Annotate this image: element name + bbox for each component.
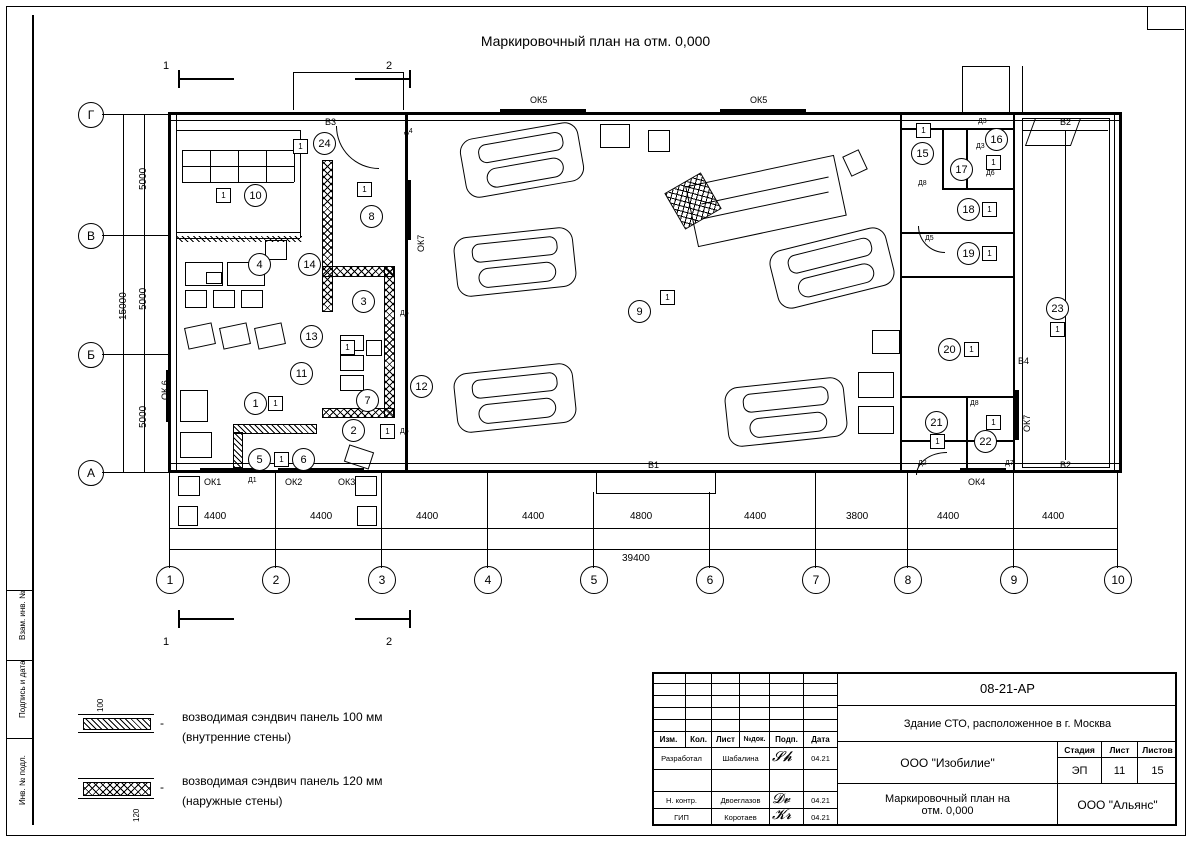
axis-gridline-9 xyxy=(1013,470,1014,568)
axis-bubble-3: 3 xyxy=(368,566,396,594)
axis-bubble-6: 6 xyxy=(696,566,724,594)
legend-label-120-line1: возводимая сэндвич панель 120 мм xyxy=(182,774,383,788)
section-mark-top-right: 2 xyxy=(386,60,393,72)
rev-blank-r2c3 xyxy=(712,684,740,696)
dim-h-2: 4400 xyxy=(310,511,333,522)
legend-label-120-line2: (наружные стены) xyxy=(182,794,283,808)
dim-h-5: 4800 xyxy=(630,511,653,522)
dim-vert-total: 15000 xyxy=(118,292,129,320)
room-tag-19: 1 xyxy=(982,246,997,261)
room-tag-22: 1 xyxy=(986,415,1001,430)
room-tag-15: 1 xyxy=(916,123,931,138)
tb-object: Здание СТО, расположенное в г. Москва xyxy=(838,706,1177,742)
axis-line-g xyxy=(102,114,170,115)
window-ok3-mark xyxy=(338,468,364,473)
tb-designer: ООО "Альянс" xyxy=(1077,798,1158,812)
equipment-2 xyxy=(648,130,670,152)
axis-bubble-g: Г xyxy=(78,102,104,128)
rev-blank-r4c5 xyxy=(770,708,804,720)
furniture-unit-2 xyxy=(340,355,364,371)
rev-blank-r1c4 xyxy=(740,672,770,684)
rev-header-data: Дата xyxy=(804,732,838,748)
rev-blank-r3c1 xyxy=(652,696,686,708)
window-ok7-mark xyxy=(406,180,411,240)
room-bubble-1: 1 xyxy=(244,392,267,415)
room-tag-20: 1 xyxy=(964,342,979,357)
tb-stage-value: ЭП xyxy=(1058,758,1102,784)
label-ok4: ОК4 xyxy=(968,477,986,487)
rev-blank-r3c2 xyxy=(686,696,712,708)
label-ok5-left: ОК5 xyxy=(530,95,548,105)
legend-thickness-120: 120 xyxy=(132,808,141,822)
room-bubble-18: 18 xyxy=(957,198,980,221)
rev-blank-r3c4 xyxy=(740,696,770,708)
room-bubble-8: 8 xyxy=(360,205,383,228)
axis-gridline-6 xyxy=(709,492,710,568)
axis-bubble-1: 1 xyxy=(156,566,184,594)
axis-line-b xyxy=(102,354,170,355)
name-nkontr: Двоеглазов xyxy=(712,792,770,809)
label-d6: Д6 xyxy=(986,170,995,177)
date-blank xyxy=(804,770,838,792)
name-gip: Коротаев xyxy=(712,809,770,826)
sheet-corner-mark xyxy=(1147,7,1184,30)
axis-bubble-8: 8 xyxy=(894,566,922,594)
legend-swatch-100-bot xyxy=(78,732,154,733)
room-bubble-4: 4 xyxy=(248,253,271,276)
car-symbol-5 xyxy=(723,376,849,448)
footing-2 xyxy=(357,506,377,526)
label-d4: Д4 xyxy=(404,128,413,135)
label-ok5-right: ОК5 xyxy=(750,95,768,105)
axis-bubble-b: Б xyxy=(78,342,104,368)
shelf-line-v4 xyxy=(266,150,267,182)
rev-blank-r2c5 xyxy=(770,684,804,696)
room-bubble-10: 10 xyxy=(244,184,267,207)
legend-dash-1: - xyxy=(160,716,164,730)
date-razrabotal: 04.21 xyxy=(804,748,838,770)
section-tick-tl xyxy=(178,70,180,88)
section-tick-tr xyxy=(409,70,411,88)
porch-south-3 xyxy=(355,476,377,496)
room-bubble-6: 6 xyxy=(292,448,315,471)
window-ok5-left-mark xyxy=(500,109,586,114)
name-razrabotal: Шабалина xyxy=(712,748,770,770)
label-d8-c: Д8 xyxy=(970,400,979,407)
sandwich-panel-wall-1 xyxy=(322,160,333,312)
label-d5-c: Д5 xyxy=(925,235,934,242)
ext-structure-v xyxy=(1022,66,1023,112)
rev-header-kol: Кол. xyxy=(686,732,712,748)
section-line-top-left xyxy=(178,78,234,80)
sandwich-panel-wall-5 xyxy=(233,424,317,434)
room-tag-21: 1 xyxy=(930,434,945,449)
dim-line-horiz-total xyxy=(169,549,1117,550)
axis-line-a xyxy=(102,472,170,473)
room-tag-8: 1 xyxy=(357,182,372,197)
room-bubble-22: 22 xyxy=(974,430,997,453)
label-b4: В4 xyxy=(1018,356,1030,366)
label-b3: В3 xyxy=(325,117,337,127)
axis-gridline-5 xyxy=(593,492,594,568)
axis-bubble-7: 7 xyxy=(802,566,830,594)
shelf-line-v2 xyxy=(210,150,211,182)
label-ok1: ОК1 xyxy=(204,477,222,487)
dim-vert-2: 5000 xyxy=(138,287,149,310)
role-blank xyxy=(652,770,712,792)
rev-header-podp: Подп. xyxy=(770,732,804,748)
room-bubble-19: 19 xyxy=(957,242,980,265)
legend-dash-2: - xyxy=(160,780,164,794)
room-bubble-13: 13 xyxy=(300,325,323,348)
dim-h-6: 4400 xyxy=(744,511,767,522)
rev-header-list: Лист xyxy=(712,732,740,748)
rev-header-izm: Изм. xyxy=(652,732,686,748)
right-part-h4 xyxy=(900,276,1013,278)
room-bubble-16: 16 xyxy=(985,128,1008,151)
window-ok1-mark xyxy=(200,468,260,473)
axis-line-v xyxy=(102,235,170,236)
section-mark-bottom-left: 1 xyxy=(163,636,170,648)
aux-line-top-r xyxy=(403,72,404,110)
dim-vert-3: 5000 xyxy=(138,405,149,428)
room-tag-9: 1 xyxy=(660,290,675,305)
room-bubble-20: 20 xyxy=(938,338,961,361)
axis-gridline-4 xyxy=(487,470,488,568)
rev-blank-r5c3 xyxy=(712,720,740,732)
room-bubble-17: 17 xyxy=(950,158,973,181)
margin-label-vzam: Взам. инв. № xyxy=(18,590,27,640)
axis-bubble-10: 10 xyxy=(1104,566,1132,594)
furniture-chair-2 xyxy=(213,290,235,308)
tb-sheet-name-line2: отм. 0,000 xyxy=(921,805,974,817)
rev-blank-r4c1 xyxy=(652,708,686,720)
legend-swatch-100-top xyxy=(78,714,154,715)
rev-blank-r2c1 xyxy=(652,684,686,696)
window-ok5-right-mark xyxy=(720,109,806,114)
label-d7: Д7 xyxy=(1005,460,1014,467)
room-bubble-15: 15 xyxy=(911,142,934,165)
name-blank xyxy=(712,770,770,792)
showroom-center-line xyxy=(1065,130,1066,460)
wall-east xyxy=(1119,112,1122,473)
rev-blank-r2c2 xyxy=(686,684,712,696)
sandwich-panel-wall-4 xyxy=(322,408,394,418)
label-ok7b: ОК7 xyxy=(1022,414,1032,432)
partition-office-h0 xyxy=(176,130,300,131)
shelf-line-v5 xyxy=(294,150,295,182)
room-tag-6: 1 xyxy=(274,452,289,467)
label-ok3: ОК3 xyxy=(338,477,356,487)
footing-1 xyxy=(178,506,198,526)
room-tag-1: 1 xyxy=(268,396,283,411)
equipment-5 xyxy=(858,372,894,398)
furniture-chair-1 xyxy=(185,290,207,308)
rev-blank-r4c2 xyxy=(686,708,712,720)
room-tag-10: 1 xyxy=(216,188,231,203)
label-d8-a: Д8 xyxy=(918,180,927,187)
section-tick-bl xyxy=(178,610,180,628)
room-bubble-24: 24 xyxy=(313,132,336,155)
porch-south-2 xyxy=(178,476,200,496)
axis-gridline-1 xyxy=(169,470,170,568)
wall-east-inner xyxy=(1114,115,1115,470)
porch-south-1 xyxy=(596,470,716,494)
room-bubble-21: 21 xyxy=(925,411,948,434)
wall-north-inner xyxy=(171,120,1119,121)
dim-line-horiz xyxy=(169,528,1117,529)
room-bubble-2: 2 xyxy=(342,419,365,442)
rev-blank-r5c4 xyxy=(740,720,770,732)
date-nkontr: 04.21 xyxy=(804,792,838,809)
axis-gridline-8 xyxy=(907,470,908,568)
partition-wall-axis3 xyxy=(405,112,408,470)
signature-3: 𝓚𝓻 xyxy=(772,808,792,823)
label-ok6: ОК 6 xyxy=(160,380,170,400)
dim-h-total: 39400 xyxy=(622,553,650,564)
rev-blank-r4c4 xyxy=(740,708,770,720)
rev-blank-r1c1 xyxy=(652,672,686,684)
partition-office-v0 xyxy=(176,130,177,238)
room-bubble-9: 9 xyxy=(628,300,651,323)
room-bubble-23: 23 xyxy=(1046,297,1069,320)
car-symbol-2 xyxy=(452,226,578,298)
rev-blank-r5c6 xyxy=(804,720,838,732)
furniture-unit-4 xyxy=(366,340,382,356)
right-part-v3 xyxy=(966,396,968,470)
label-ok7: ОК7 xyxy=(416,234,426,252)
partition-wall-axis8 xyxy=(900,112,902,470)
room-bubble-5: 5 xyxy=(248,448,271,471)
signature-2: 𝓓𝓿 xyxy=(772,792,791,807)
room-tag-17: 1 xyxy=(986,155,1001,170)
label-d2: Д2 xyxy=(918,460,927,467)
label-b2-top: В2 xyxy=(1060,117,1072,127)
aux-line-top xyxy=(293,72,403,73)
axis-bubble-v: В xyxy=(78,223,104,249)
equipment-6 xyxy=(858,406,894,434)
sandwich-panel-wall-3 xyxy=(384,266,395,418)
legend-thickness-100: 100 xyxy=(96,698,105,712)
section-mark-top-left: 1 xyxy=(163,60,170,72)
room-tag-2: 1 xyxy=(380,424,395,439)
margin-label-inv: Инв. № подл. xyxy=(18,755,27,805)
dim-h-7: 3800 xyxy=(846,511,869,522)
sandwich-panel-wall-6 xyxy=(233,432,243,468)
tb-sheet-name-line1: Маркировочный план на xyxy=(884,793,1011,805)
room-tag-18: 1 xyxy=(982,202,997,217)
rev-blank-r3c3 xyxy=(712,696,740,708)
label-d3-b: Д3 xyxy=(976,143,985,150)
dim-h-8: 4400 xyxy=(937,511,960,522)
furniture-sofa-1 xyxy=(180,390,208,422)
dim-tick-v2 xyxy=(140,354,149,355)
rev-blank-r4c3 xyxy=(712,708,740,720)
rev-blank-r3c6 xyxy=(804,696,838,708)
furniture-unit-7 xyxy=(206,272,222,284)
shelf-line-3 xyxy=(182,182,294,183)
room-bubble-11: 11 xyxy=(290,362,313,385)
axis-bubble-9: 9 xyxy=(1000,566,1028,594)
room-bubble-3: 3 xyxy=(352,290,375,313)
role-razrabotal: Разработал xyxy=(652,748,712,770)
label-d5-a: Д5 xyxy=(400,310,409,317)
label-d5-b: Д5 xyxy=(400,428,409,435)
axis-gridline-3 xyxy=(381,470,382,568)
role-nkontr: Н. контр. xyxy=(652,792,712,809)
tb-code: 08-21-АР xyxy=(838,672,1177,706)
equipment-1 xyxy=(600,124,630,148)
label-b1: В1 xyxy=(648,460,660,470)
signature-1: 𝓢𝓱 xyxy=(772,750,792,765)
dim-h-9: 4400 xyxy=(1042,511,1065,522)
label-b2-bottom: В2 xyxy=(1060,460,1072,470)
furniture-unit-3 xyxy=(340,375,364,391)
label-d1: Д1 xyxy=(248,477,257,484)
room-bubble-12: 12 xyxy=(410,375,433,398)
dim-h-1: 4400 xyxy=(204,511,227,522)
axis-gridline-10 xyxy=(1117,470,1118,568)
label-d3-top: Д3 xyxy=(978,118,987,125)
axis-bubble-5: 5 xyxy=(580,566,608,594)
section-tick-br xyxy=(409,610,411,628)
shelf-line-v3 xyxy=(238,150,239,182)
tb-company: ООО "Изобилие" xyxy=(838,742,1058,784)
plan-title: Маркировочный план на отм. 0,000 xyxy=(480,33,711,49)
room-tag-13: 1 xyxy=(340,340,355,355)
margin-label-podpis: Подпись и дата xyxy=(18,660,27,718)
rev-blank-r1c3 xyxy=(712,672,740,684)
tb-stage-header: Стадия xyxy=(1058,742,1102,758)
partition-office-h1 xyxy=(176,232,300,233)
section-line-bottom-right xyxy=(355,618,411,620)
rev-blank-r1c5 xyxy=(770,672,804,684)
equipment-4 xyxy=(872,330,900,354)
rev-blank-r2c6 xyxy=(804,684,838,696)
axis-bubble-a: А xyxy=(78,460,104,486)
ext-structure-top xyxy=(962,66,1010,114)
rev-blank-r2c4 xyxy=(740,684,770,696)
dim-h-3: 4400 xyxy=(416,511,439,522)
dim-tick-v1 xyxy=(140,235,149,236)
axis-gridline-2 xyxy=(275,470,276,568)
showroom-outline xyxy=(1022,118,1110,468)
room-bubble-7: 7 xyxy=(356,389,379,412)
rev-blank-r4c6 xyxy=(804,708,838,720)
room-tag-24: 1 xyxy=(293,139,308,154)
axis-gridline-7 xyxy=(815,470,816,568)
rev-blank-r5c1 xyxy=(652,720,686,732)
right-part-h3 xyxy=(900,232,1013,234)
window-ok4-mark xyxy=(960,468,1006,473)
axis-bubble-2: 2 xyxy=(262,566,290,594)
tb-sheets-value: 15 xyxy=(1138,758,1177,784)
dim-h-4: 4400 xyxy=(522,511,545,522)
section-line-bottom-left xyxy=(178,618,234,620)
legend-swatch-100 xyxy=(83,718,151,730)
right-part-v1 xyxy=(942,128,944,188)
legend-label-100-line2: (внутренние стены) xyxy=(182,730,292,744)
rev-blank-r3c5 xyxy=(770,696,804,708)
tb-sheets-header: Листов xyxy=(1138,742,1177,758)
rev-blank-r1c2 xyxy=(686,672,712,684)
legend-swatch-120 xyxy=(83,782,151,796)
room-tag-23: 1 xyxy=(1050,322,1065,337)
section-mark-bottom-right: 2 xyxy=(386,636,393,648)
tb-list-header: Лист xyxy=(1102,742,1138,758)
legend-label-100-line1: возводимая сэндвич панель 100 мм xyxy=(182,710,383,724)
role-gip: ГИП xyxy=(652,809,712,826)
tb-list-value: 11 xyxy=(1102,758,1138,784)
rev-blank-r5c5 xyxy=(770,720,804,732)
rev-blank-r5c2 xyxy=(686,720,712,732)
rev-header-ndok: №док. xyxy=(740,732,770,748)
window-ok7b-mark xyxy=(1014,390,1019,440)
shelf-line-v1 xyxy=(182,150,183,182)
furniture-chair-3 xyxy=(241,290,263,308)
date-gip: 04.21 xyxy=(804,809,838,826)
car-symbol-3 xyxy=(452,362,578,434)
legend-swatch-120-bot xyxy=(78,798,154,799)
sign-blank xyxy=(770,770,804,792)
rev-blank-r1c6 xyxy=(804,672,838,684)
label-ok2: ОК2 xyxy=(285,477,303,487)
axis-bubble-4: 4 xyxy=(474,566,502,594)
tb-sheet-name xyxy=(838,784,1058,826)
dim-vert-1: 5000 xyxy=(138,167,149,190)
legend-swatch-120-top xyxy=(78,778,154,779)
room-bubble-14: 14 xyxy=(298,253,321,276)
aux-line-top-l xyxy=(293,72,294,110)
right-part-h2 xyxy=(942,188,1013,190)
right-part-h5 xyxy=(900,396,1013,398)
furniture-sofa-2 xyxy=(180,432,212,458)
